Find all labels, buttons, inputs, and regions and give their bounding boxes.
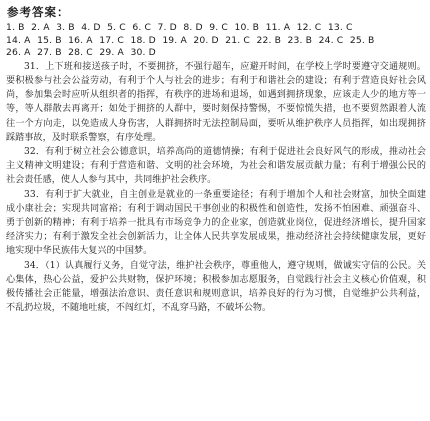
answer-item: 27. B (37, 47, 62, 59)
answer-item: 15. B (37, 34, 62, 46)
answer-item: 3. B (56, 22, 75, 33)
answer-title: 参考答案： (7, 5, 70, 19)
answer-item: 5. C (107, 22, 126, 33)
answer-row-3 (6, 47, 426, 60)
answer-row-2 (6, 35, 426, 48)
choice-answers (6, 22, 426, 60)
answer-item: 7. D (157, 22, 177, 33)
answer-paragraph-34: 34．（1）认真履行义务，自觉守法，维护社会秩序，尊重他人，遵守规则，做诚实守信的公民。关心集体，热心公益，爱护公共财物，保护环境；积极参加志愿服务，自觉践行社会主义核心价值观，积极传播社会正能量，增强法治意识、责任意识和规则意识，培养良好的行为习惯，自觉维护公共利益，不乱扔垃圾，不随地吐痰，不闯红灯，不乱穿马路，不破坏公物。 (6, 260, 426, 314)
answer-item: 29. A (99, 47, 124, 59)
answer-item: 11. A (265, 22, 291, 33)
answer-item: 22. B (256, 34, 282, 46)
answer-item: 17. C (99, 34, 124, 46)
answer-item: 2. A (31, 22, 50, 33)
answer-paragraph-32: 32．有利于树立社会公德意识，培养高尚的道德情操；有利于促进社会良好风气的形成，推动社会主义精神文明建设；有利于营造和谐、文明的社会环境，为社会和谐发展贡献力量；有利于增强公民的社会责任感，使人人参与其中，共同维护社会秩序。 (6, 147, 426, 186)
answer-paragraph-33: 33．有利于扩大就业，自主创业是就业的一条重要途径；有利于增加个人和社会财富，加快全面建成小康社会；实现共同富裕；有利于调动国民干事创业的积极性和创造性，发扬不怕困难、顽强奋斗、勇于创新的精神；有利于培养一批具有市场竞争力的企业家，创造就业岗位，促进经济增长，提升国家经济实力；有利于激发全社会创新活力，让全体人民共享发展成果，推动经济社会持续健康发展，更好地实现中华民族伟大复兴的中国梦。 (6, 189, 426, 257)
answer-item: 8. D (183, 22, 203, 33)
answer-item: 28. C (68, 47, 93, 59)
answer-paragraph-31: 31．上下班和接送孩子时，不要拥挤，不强行超车，应避开时间，在学校上学时要遵守交通规则。要积极参与社会公益劳动，有利于个人与社会的进步；有利于和谐社会的建设；有利于营造良好社会风尚，参加集会时应听从组织者的指挥，有秩序的进场和退场，如遇到拥挤现象，应该走人少的地方等一等，等人群散去再离开；如处于拥挤的人群中，要时刻保持警惕，不要惊慌失措，也不要贸然跟着人流往一个方向走，以免造成人身伤害，人群拥挤时无法控制局面，要听从维护秩序人员指挥，如出现拥挤踩踏事故，及时联系警察，有序处理。 (6, 61, 426, 143)
answer-item: 14. A (6, 34, 31, 46)
answer-item: 25. B (349, 34, 375, 46)
answer-item: 30. D (130, 47, 156, 59)
answer-item: 24. C (318, 34, 344, 46)
answer-item: 13. C (327, 22, 353, 33)
answer-item: 20. D (193, 34, 219, 46)
answer-item: 16. A (68, 34, 93, 46)
answer-item: 18. D (130, 34, 156, 46)
answer-item: 26. A (6, 47, 31, 59)
answer-item: 9. C (209, 22, 228, 33)
answer-item: 4. D (81, 22, 101, 33)
answer-item: 21. C (225, 34, 250, 46)
answer-item: 19. A (162, 34, 187, 46)
answer-item: 23. B (287, 34, 313, 46)
answer-item: 12. C (296, 22, 322, 33)
answer-item: 1. B (6, 22, 25, 33)
answer-row-1 (6, 22, 426, 35)
answer-item: 6. C (132, 22, 152, 33)
answer-item: 10. B (234, 22, 260, 33)
